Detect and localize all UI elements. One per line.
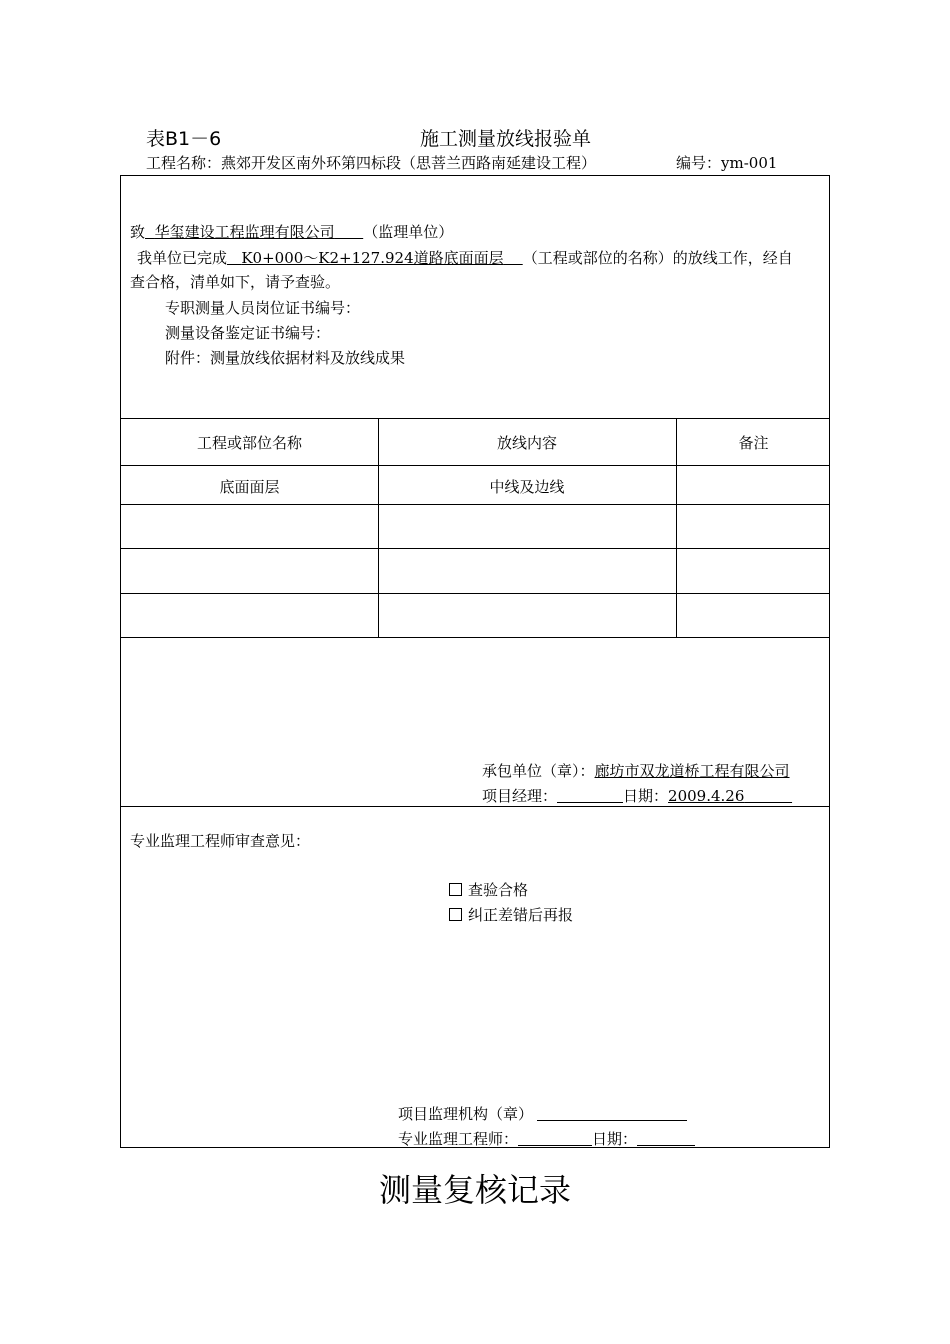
contractor-date: 2009.4.26 <box>668 787 745 805</box>
project-label: 工程名称： <box>146 154 222 172</box>
footer-title: 测量复核记录 <box>378 1171 571 1209</box>
supervision-org-line <box>398 1103 687 1124</box>
org-label: 项目监理机构（章） <box>398 1105 534 1123</box>
form-title: 施工测量放线报验单 <box>420 128 592 150</box>
line1-prefix: 我单位已完成 <box>137 249 228 267</box>
table-header-border <box>121 465 829 466</box>
option-pass[interactable] <box>449 879 528 900</box>
table-cell: 底面面层 <box>219 478 280 496</box>
document-number <box>676 152 777 173</box>
contractor-name: 廊坊市双龙道桥工程有限公司 <box>594 762 790 780</box>
equipment-cert-line: 测量设备鉴定证书编号： <box>165 324 331 342</box>
attachment-line: 附件：测量放线依据材料及放线成果 <box>165 349 406 367</box>
table-row-border <box>121 593 829 594</box>
contractor-line <box>482 760 790 781</box>
review-date-label: 日期： <box>592 1130 638 1148</box>
form-frame <box>120 175 830 1148</box>
table-row-border <box>121 548 829 549</box>
number-value: ym-001 <box>721 154 778 172</box>
table-cell: 中线及边线 <box>489 478 565 496</box>
letter-to-line <box>130 221 453 242</box>
option-correct-label: 纠正差错后再报 <box>468 906 574 924</box>
project-name: 燕郊开发区南外环第四标段（思菩兰西路南延建设工程） <box>221 154 597 172</box>
letter-line-2: 查合格，清单如下，请予查验。 <box>130 273 341 291</box>
contractor-label: 承包单位（章）： <box>482 762 595 780</box>
engineer-label: 专业监理工程师： <box>398 1130 519 1148</box>
number-label: 编号： <box>676 154 722 172</box>
table-header-name: 工程或部位名称 <box>196 434 302 452</box>
manager-signature-blank[interactable] <box>557 787 623 803</box>
org-stamp-blank[interactable] <box>537 1105 687 1121</box>
line1-suffix: （工程或部位的名称）的放线工作，经自 <box>522 249 793 267</box>
checkbox-icon[interactable] <box>449 908 462 921</box>
table-bottom-border <box>121 637 829 638</box>
project-line <box>146 152 596 173</box>
table-header-remark: 备注 <box>738 434 769 452</box>
to-prefix: 致 <box>130 223 146 241</box>
letter-line-1 <box>137 247 793 268</box>
review-label: 专业监理工程师审查意见： <box>130 832 311 850</box>
table-top-border <box>121 418 829 419</box>
form-number: 表B1－6 <box>146 128 222 150</box>
review-date-blank[interactable] <box>637 1130 695 1146</box>
manager-label: 项目经理： <box>482 787 558 805</box>
table-row-border <box>121 504 829 505</box>
engineer-signature-blank[interactable] <box>518 1130 592 1146</box>
checkbox-icon[interactable] <box>449 883 462 896</box>
surveyor-cert-line: 专职测量人员岗位证书编号： <box>165 299 361 317</box>
supervisor-unit: 华玺建设工程监理有限公司 <box>154 223 335 241</box>
to-suffix: （监理单位） <box>363 223 454 241</box>
work-scope: K0+000～K2+127.924道路底面面层 <box>241 249 504 267</box>
manager-line <box>482 785 792 806</box>
option-correct[interactable] <box>449 904 573 925</box>
contractor-date-label: 日期： <box>623 787 669 805</box>
table-header-content: 放线内容 <box>496 434 557 452</box>
engineer-line <box>398 1128 695 1149</box>
section-divider <box>121 806 829 807</box>
option-pass-label: 查验合格 <box>468 881 529 899</box>
